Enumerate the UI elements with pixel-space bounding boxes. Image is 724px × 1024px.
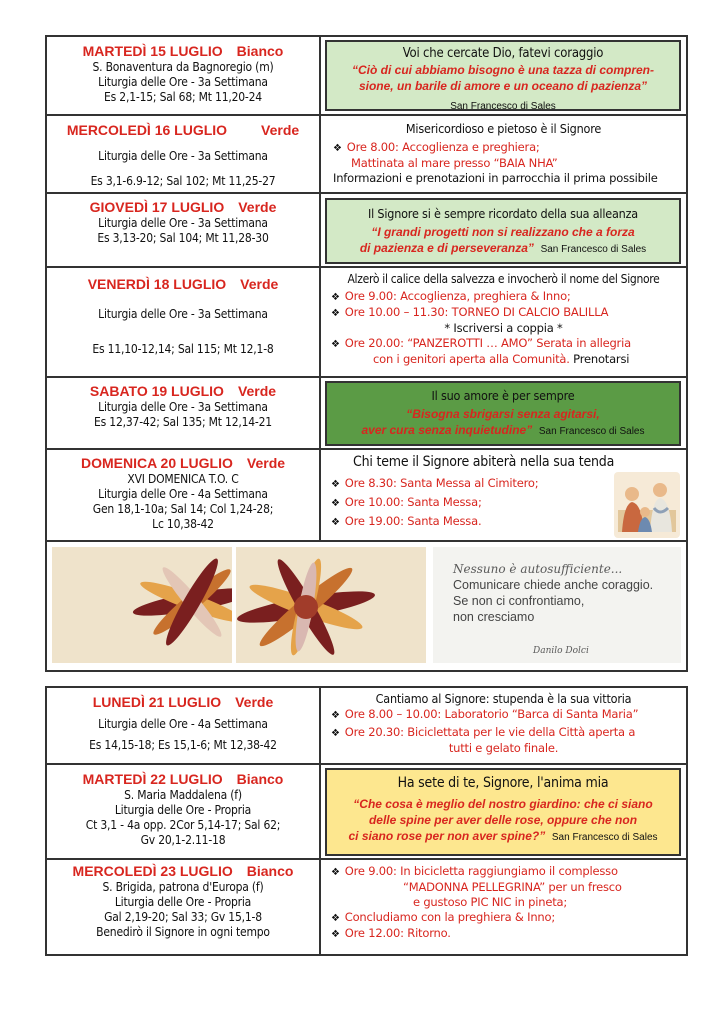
quote-author: San Francesco di Sales bbox=[538, 426, 645, 437]
event-item: ❖ Ore 8.00 – 10.00: Laboratorio “Barca di Santa Maria” bbox=[331, 707, 639, 721]
events-cell bbox=[323, 268, 684, 378]
readings-line: Ct 3,1 - 4a opp. 2Cor 5,14-17; Sal 62; bbox=[85, 818, 281, 832]
quote-box bbox=[325, 198, 681, 264]
quote-card bbox=[433, 547, 681, 663]
quote-line: aver cura senza inquietudine” San Francesco di Sales bbox=[361, 423, 645, 437]
event-item-cont: “MADONNA PELLEGRINA” per un fresco bbox=[403, 880, 622, 894]
quote-line: sione, un barile di amore e un oceano di pazienza” bbox=[358, 79, 648, 93]
day-title: Chi teme il Signore abiterà nella sua tenda bbox=[353, 454, 615, 470]
sunday-line: XVI DOMENICA T.O. C bbox=[127, 472, 239, 486]
readings-line: Gv 20,1-2.11-18 bbox=[140, 833, 226, 847]
quote-line: “Che cosa è meglio del nostro giardino: che ci siano bbox=[353, 797, 653, 811]
event-item: ❖ Ore 9.00: Accoglienza, preghiera & Inno; bbox=[331, 289, 571, 303]
day-row-sun-20 bbox=[47, 448, 686, 542]
decorative-flower-photo bbox=[52, 547, 232, 663]
quote-box bbox=[325, 40, 681, 111]
day-heading: SABATO 19 LUGLIO Verde bbox=[89, 383, 277, 399]
schedule-block-week2 bbox=[45, 686, 688, 956]
quote-line: di pazienza e di perseveranza” San Francesco di Sales bbox=[359, 241, 647, 255]
day-row-wed-23 bbox=[47, 858, 686, 956]
quote-line: “I grandi progetti non si realizzano che a forza bbox=[371, 225, 635, 239]
liturgy-line: Liturgia delle Ore - 3a Settimana bbox=[98, 149, 268, 163]
day-title: Alzerò il calice della salvezza e invocherò il nome del Signore bbox=[347, 272, 660, 286]
quote-card-line: non cresciamo bbox=[453, 610, 535, 624]
event-item: ❖ Ore 8.30: Santa Messa al Cimitero; bbox=[331, 476, 539, 490]
events-cell bbox=[323, 116, 684, 194]
quote-line: “Bisogna sbrigarsi senza agitarsi, bbox=[406, 407, 600, 421]
quote-author: San Francesco di Sales bbox=[551, 832, 658, 843]
day-heading: MERCOLEDÌ 16 LUGLIO Verde bbox=[66, 122, 300, 138]
day-title: Voi che cercate Dio, fatevi coraggio bbox=[402, 46, 604, 61]
antiphon-line: Benedirò il Signore in ogni tempo bbox=[96, 925, 270, 939]
day-row-tue-15 bbox=[47, 37, 686, 114]
day-heading: MERCOLEDÌ 23 LUGLIO Bianco bbox=[72, 863, 294, 879]
saint-line: S. Maria Maddalena (f) bbox=[124, 788, 242, 802]
readings-line: Es 2,1-15; Sal 68; Mt 11,20-24 bbox=[104, 90, 262, 104]
day-info bbox=[47, 268, 319, 378]
liturgy-line: Liturgia delle Ore - 3a Settimana bbox=[98, 75, 268, 89]
quote-card-line: Se non ci confrontiamo, bbox=[453, 594, 585, 608]
day-heading: LUNEDÌ 21 LUGLIO Verde bbox=[92, 694, 274, 710]
day-info bbox=[47, 450, 319, 542]
quote-box bbox=[325, 768, 681, 856]
quote-line: delle spine per aver delle rose, oppure che non bbox=[368, 813, 638, 827]
saint-line: S. Brigida, patrona d'Europa (f) bbox=[102, 880, 264, 894]
liturgy-line: Liturgia delle Ore - 3a Settimana bbox=[98, 400, 268, 414]
liturgy-line: Liturgia delle Ore - Propria bbox=[114, 803, 252, 817]
quote-card-line: Comunicare chiede anche coraggio. bbox=[453, 578, 654, 592]
event-item-sub: * Iscriversi a coppia * bbox=[444, 321, 563, 335]
schedule-block-week1 bbox=[45, 35, 688, 672]
event-item: ❖ Ore 10.00: Santa Messa; bbox=[331, 495, 482, 509]
saint-line: S. Bonaventura da Bagnoregio (m) bbox=[92, 60, 274, 74]
event-item: ❖ Ore 10.00 – 11.30: TORNEO DI CALCIO BALILLA bbox=[331, 305, 609, 319]
liturgy-line: Liturgia delle Ore - 3a Settimana bbox=[98, 307, 268, 321]
image-strip bbox=[47, 540, 686, 672]
day-title: Ha sete di te, Signore, l'anima mia bbox=[397, 775, 609, 791]
day-title: Il Signore si è sempre ricordato della sua alleanza bbox=[367, 206, 639, 221]
day-heading: MARTEDÌ 15 LUGLIO Bianco bbox=[82, 43, 284, 59]
day-info bbox=[47, 37, 319, 114]
event-item: ❖ Ore 12.00: Ritorno. bbox=[331, 926, 451, 940]
readings-line: Es 12,37-42; Sal 135; Mt 12,14-21 bbox=[94, 415, 272, 429]
event-item: ❖ Concludiamo con la preghiera & Inno; bbox=[331, 910, 556, 924]
day-title: Cantiamo al Signore: stupenda è la sua vittoria bbox=[375, 691, 632, 706]
day-row-thu-17 bbox=[47, 192, 686, 268]
day-info bbox=[47, 378, 319, 450]
day-heading: GIOVEDÌ 17 LUGLIO Verde bbox=[89, 199, 277, 215]
day-info bbox=[47, 688, 319, 763]
day-heading: MARTEDÌ 22 LUGLIO Bianco bbox=[82, 771, 284, 787]
readings-line: Es 11,10-12,14; Sal 115; Mt 12,1-8 bbox=[92, 342, 274, 356]
day-info bbox=[47, 116, 319, 194]
event-item: ❖ Ore 20.30: Biciclettata per le vie della Città aperta a bbox=[331, 725, 636, 739]
events-cell bbox=[323, 688, 684, 763]
liturgy-line: Liturgia delle Ore - 4a Settimana bbox=[98, 487, 268, 501]
event-item-cont: Mattinata al mare presso “BAIA NHA” bbox=[351, 156, 558, 170]
readings-line: Lc 10,38-42 bbox=[152, 517, 214, 531]
day-heading: DOMENICA 20 LUGLIO Verde bbox=[80, 455, 286, 471]
day-row-fri-18 bbox=[47, 266, 686, 378]
quote-line: “Ciò di cui abbiamo bisogno è una tazza di compren- bbox=[351, 63, 655, 77]
day-title: Misericordioso e pietoso è il Signore bbox=[405, 121, 602, 136]
quote-author: San Francesco di Sales bbox=[450, 101, 556, 112]
quote-card-line: Nessuno è autosufficiente... bbox=[453, 562, 623, 576]
event-item-cont: e gustoso PIC NIC in pineta; bbox=[413, 895, 568, 909]
liturgy-line: Liturgia delle Ore - Propria bbox=[114, 895, 252, 909]
event-item-cont: con i genitori aperta alla Comunità. Prenotarsi bbox=[373, 352, 630, 366]
liturgy-line: Liturgia delle Ore - 4a Settimana bbox=[98, 717, 268, 731]
day-info bbox=[47, 765, 319, 860]
event-item: ❖ Ore 9.00: In bicicletta raggiungiamo il complesso bbox=[331, 864, 618, 878]
event-item: ❖ Ore 20.00: “PANZEROTTI … AMO” Serata in allegria bbox=[331, 336, 631, 350]
day-info bbox=[47, 194, 319, 268]
readings-line: Es 3,13-20; Sal 104; Mt 11,28-30 bbox=[97, 231, 269, 245]
day-row-wed-16 bbox=[47, 114, 686, 194]
day-row-tue-22 bbox=[47, 763, 686, 860]
day-title: Il suo amore è per sempre bbox=[431, 388, 575, 403]
biblical-scene-illustration bbox=[614, 472, 680, 538]
quote-author: San Francesco di Sales bbox=[540, 244, 647, 255]
day-row-mon-21 bbox=[47, 688, 686, 763]
events-cell bbox=[323, 450, 684, 542]
event-item: ❖ Ore 19.00: Santa Messa. bbox=[331, 514, 482, 528]
event-item: ❖ Ore 8.00: Accoglienza e preghiera; bbox=[333, 140, 540, 154]
day-row-sat-19 bbox=[47, 376, 686, 450]
quote-line: ci siano rose per non aver spine?” San Francesco di Sales bbox=[348, 829, 658, 843]
liturgy-line: Liturgia delle Ore - 3a Settimana bbox=[98, 216, 268, 230]
readings-line: Gen 18,1-10a; Sal 14; Col 1,24-28; bbox=[92, 502, 274, 516]
quote-box bbox=[325, 381, 681, 446]
event-item-cont: tutti e gelato finale. bbox=[448, 741, 559, 755]
quote-card-author: Danilo Dolci bbox=[533, 646, 589, 656]
event-note: Informazioni e prenotazioni in parrocchia il prima possibile bbox=[333, 171, 658, 185]
day-heading: VENERDÌ 18 LUGLIO Verde bbox=[87, 276, 279, 292]
decorative-flower-photo bbox=[236, 547, 426, 663]
readings-line: Es 3,1-6.9-12; Sal 102; Mt 11,25-27 bbox=[90, 174, 276, 188]
readings-line: Gal 2,19-20; Sal 33; Gv 15,1-8 bbox=[104, 910, 262, 924]
events-cell bbox=[323, 860, 684, 956]
day-info bbox=[47, 860, 319, 956]
readings-line: Es 14,15-18; Es 15,1-6; Mt 12,38-42 bbox=[89, 738, 277, 752]
